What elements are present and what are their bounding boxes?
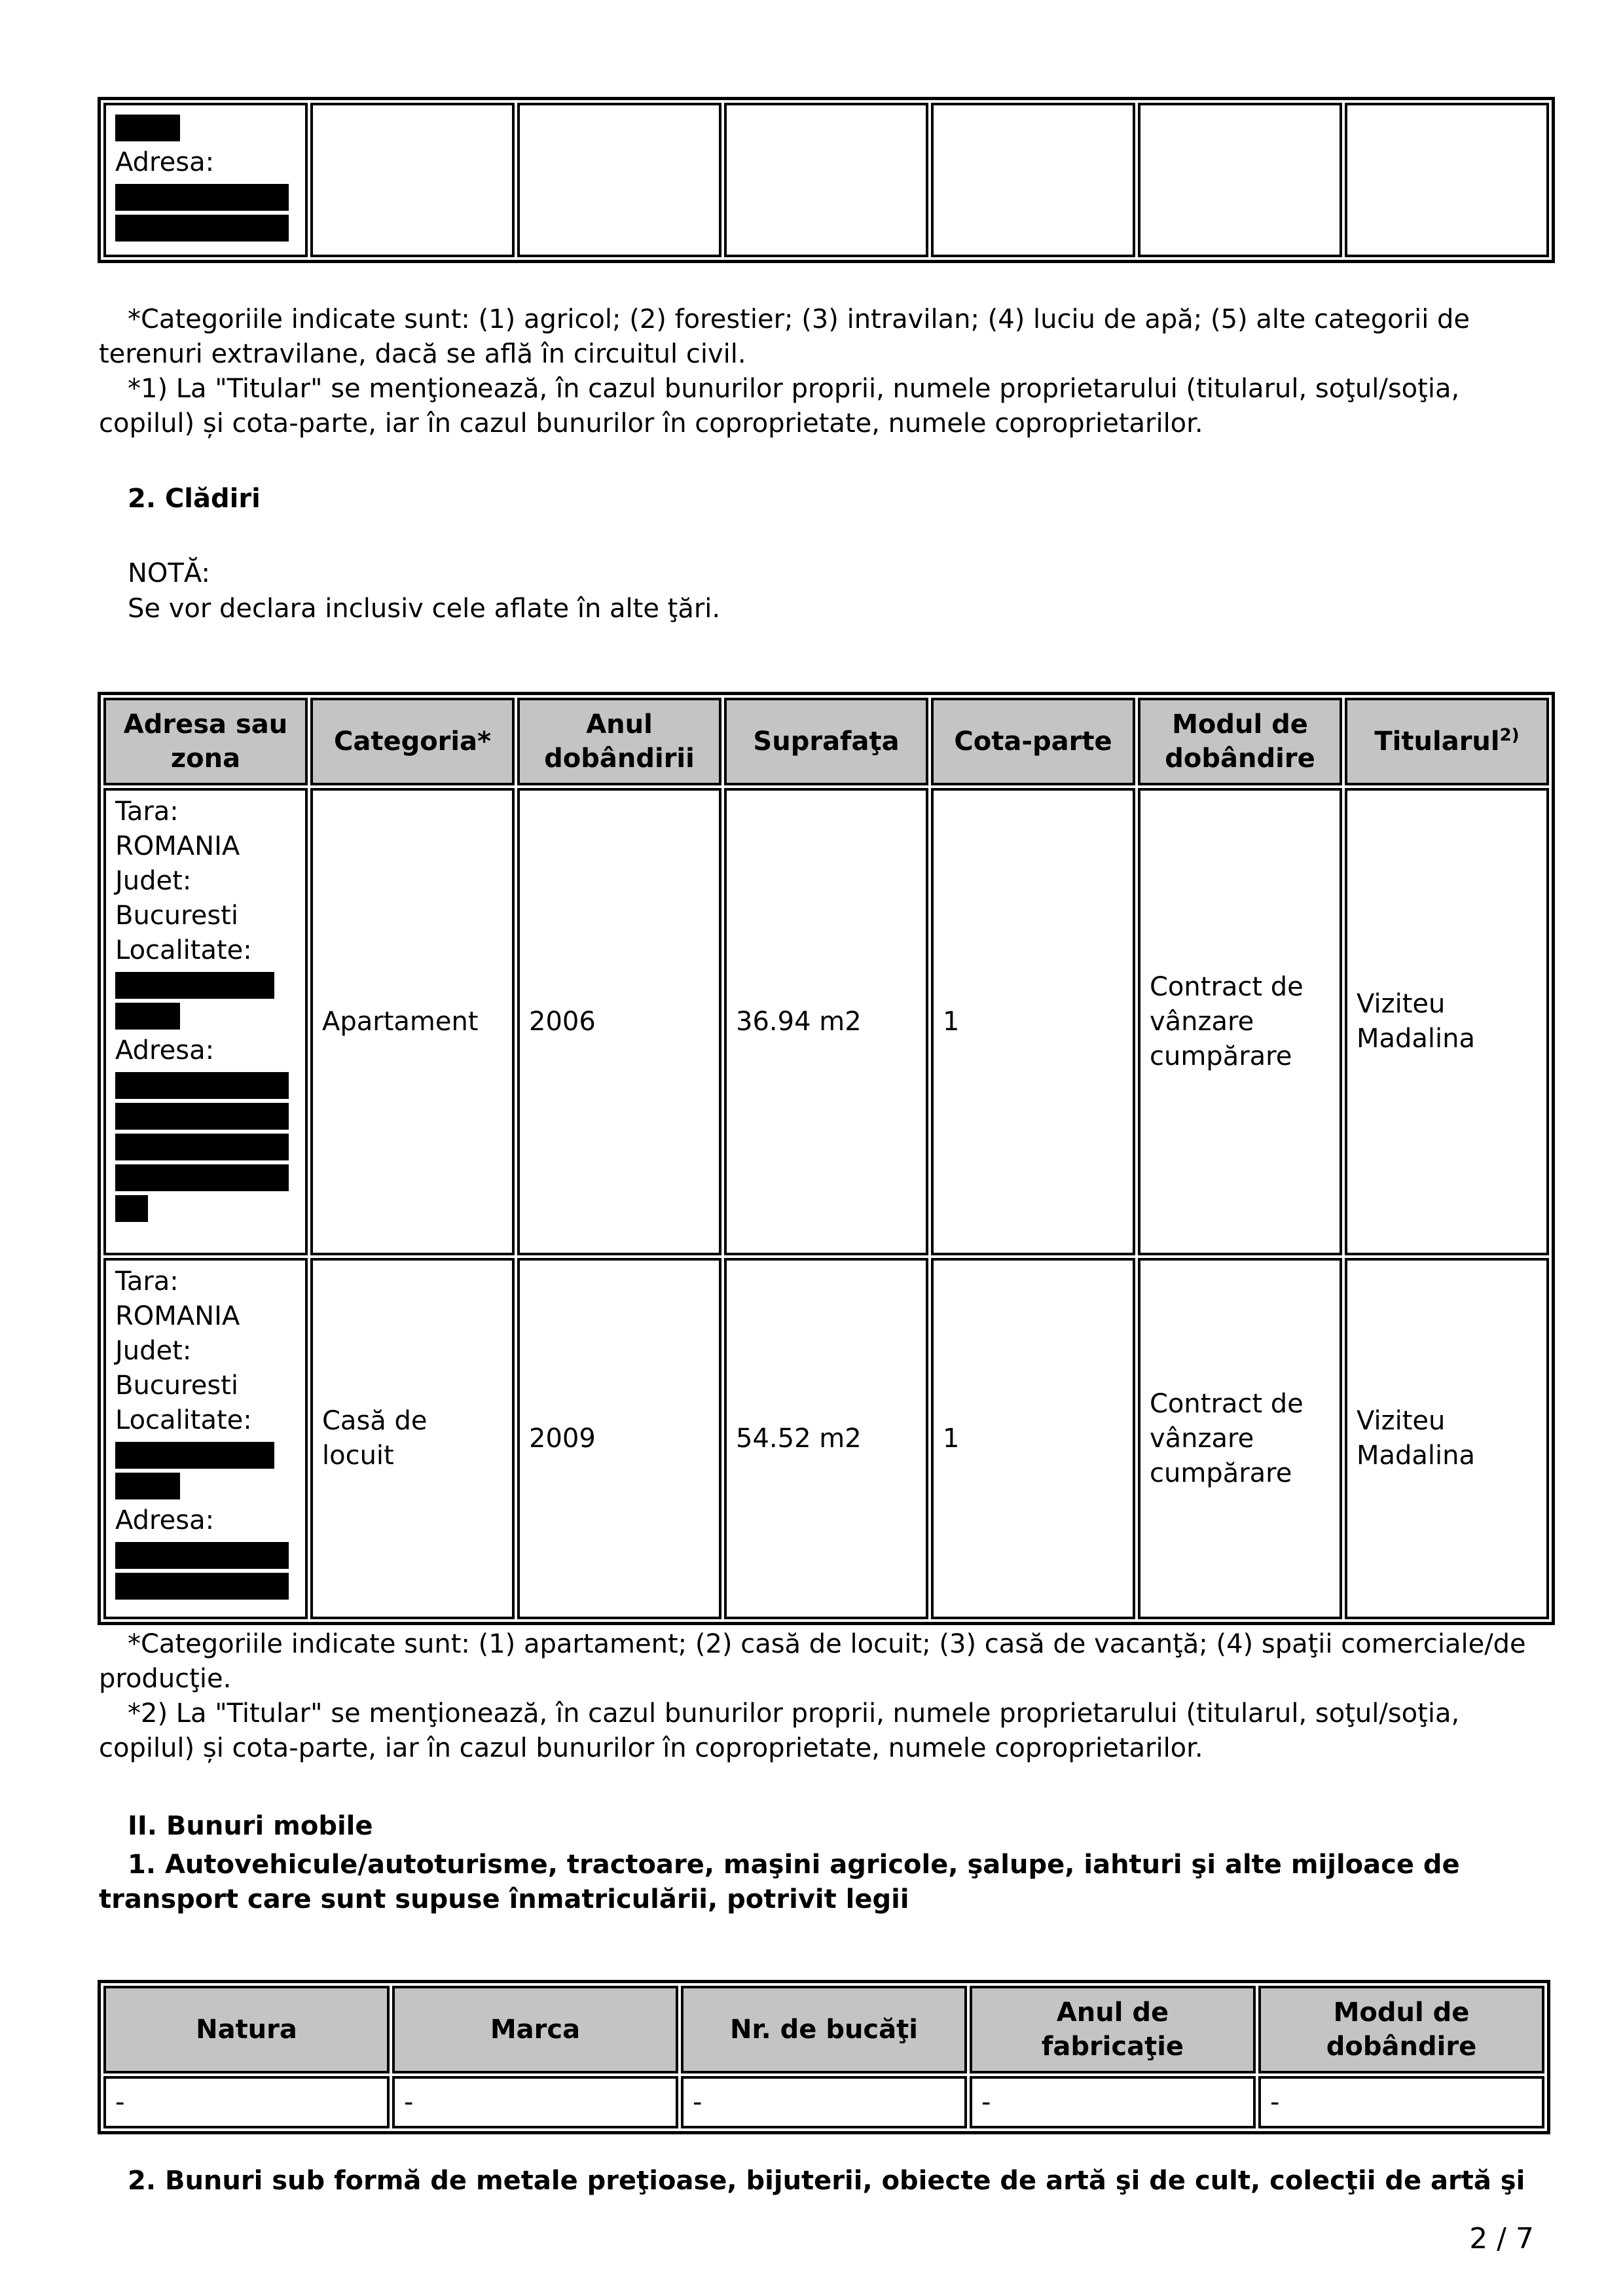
buildings-table	[98, 692, 1555, 1625]
nature-cell: -	[103, 2076, 390, 2128]
header-holder	[1345, 698, 1549, 785]
header-address: Adresa sau zona	[103, 698, 308, 785]
redacted-block	[115, 1542, 289, 1569]
empty-cell	[724, 103, 928, 257]
address-cell	[103, 103, 308, 257]
redacted-block	[115, 1134, 289, 1160]
redacted-block	[115, 1072, 289, 1099]
header-holder-label: Titularul	[1374, 726, 1500, 757]
empty-cell	[310, 103, 515, 257]
redacted-block	[115, 184, 289, 211]
county-text: Judet: Bucuresti	[115, 1336, 238, 1401]
address-cell	[103, 788, 308, 1255]
mode-cell: Contract de vânzare cumpărare	[1138, 1258, 1342, 1619]
precious-goods-heading: 2. Bunuri sub formă de metale preţioase, bijuterii, obiecte de artă şi de cult, colecţii de artă şi	[128, 2166, 1525, 2196]
mode-cell: Contract de vânzare cumpărare	[1138, 788, 1342, 1255]
vehicles-heading-text: 1. Autovehicule/autoturisme, tractoare, maşini agricole, şalupe, iahturi şi alte mijloace de transport care sunt supuse înmatriculării, potrivit legii	[99, 1850, 1460, 1914]
vehicles-heading	[99, 1848, 1534, 1917]
land-categories-note: *Categoriile indicate sunt: (1) agricol; (2) forestier; (3) intravilan; (4) luciu de apă; (5) alte categorii de terenuri extravilane, dacă se află în circuitul civil.	[99, 304, 1470, 369]
country-text: Tara: ROMANIA	[115, 1266, 240, 1331]
header-share: Cota-parte	[931, 698, 1135, 785]
movables-heading: II. Bunuri mobile	[128, 1811, 373, 1841]
redacted-block	[115, 1195, 148, 1222]
holder-cell: Viziteu Madalina	[1345, 788, 1549, 1255]
page-number: 2 / 7	[1469, 2222, 1534, 2255]
share-cell: 1	[931, 788, 1135, 1255]
category-cell: Apartament	[310, 788, 515, 1255]
table-row	[103, 1258, 1549, 1619]
building-notes	[99, 1627, 1534, 1766]
header-mode: Modul de dobândire	[1258, 1986, 1544, 2073]
header-count: Nr. de bucăţi	[681, 1986, 967, 2073]
vehicles-table	[98, 1980, 1550, 2134]
header-area: Suprafaţa	[724, 698, 928, 785]
locality-label: Localitate:	[115, 1405, 252, 1435]
redacted-block	[115, 972, 274, 999]
redacted-block	[115, 1003, 180, 1030]
redacted-block	[115, 1164, 289, 1191]
table-header-row	[103, 1986, 1544, 2073]
empty-cell	[1138, 103, 1342, 257]
nota-text: Se vor declara inclusiv cele aflate în alte ţări.	[128, 594, 721, 624]
header-holder-superscript: 2)	[1499, 725, 1520, 745]
brand-cell: -	[392, 2076, 678, 2128]
nota-label: NOTĂ:	[128, 558, 210, 588]
empty-cell	[517, 103, 721, 257]
header-year: Anul dobândirii	[517, 698, 721, 785]
table-row	[103, 103, 1549, 257]
address-label: Adresa:	[115, 1035, 215, 1066]
land-table-continuation	[98, 97, 1555, 263]
empty-cell	[1345, 103, 1549, 257]
year-cell: 2006	[517, 788, 721, 1255]
building-categories-note: *Categoriile indicate sunt: (1) apartament; (2) casă de locuit; (3) casă de vacanţă; (4) spaţii comerciale/de producţie.	[99, 1629, 1526, 1694]
share-cell: 1	[931, 1258, 1135, 1619]
table-row	[103, 2076, 1544, 2128]
buildings-heading: 2. Clădiri	[128, 484, 261, 514]
year-cell: 2009	[517, 1258, 721, 1619]
header-nature: Natura	[103, 1986, 390, 2073]
building-titular-note: *2) La "Titular" se menţionează, în cazul bunurilor proprii, numele proprietarului (titularul, soţul/soţia, copilul) și cota-parte, iar în cazul bunurilor în coproprietate, numele coproprietarilor.	[99, 1698, 1460, 1763]
locality-label: Localitate:	[115, 935, 252, 965]
address-label: Adresa:	[115, 147, 215, 177]
table-header-row	[103, 698, 1549, 785]
category-cell: Casă de locuit	[310, 1258, 515, 1619]
header-year: Anul de fabricaţie	[970, 1986, 1256, 2073]
redacted-block	[115, 215, 289, 242]
address-label: Adresa:	[115, 1505, 215, 1535]
area-cell: 36.94 m2	[724, 788, 928, 1255]
empty-cell	[931, 103, 1135, 257]
land-titular-note: *1) La "Titular" se menţionează, în cazul bunurilor proprii, numele proprietarului (titularul, soţul/soţia, copilul) și cota-parte, iar în cazul bunurilor în coproprietate, numele coproprietarilor.	[99, 374, 1460, 439]
mode-cell: -	[1258, 2076, 1544, 2128]
holder-cell: Viziteu Madalina	[1345, 1258, 1549, 1619]
county-text: Judet: Bucuresti	[115, 866, 238, 931]
land-notes	[99, 302, 1534, 441]
header-category: Categoria*	[310, 698, 515, 785]
address-cell	[103, 1258, 308, 1619]
redacted-block	[115, 1103, 289, 1130]
header-brand: Marca	[392, 1986, 678, 2073]
table-row	[103, 788, 1549, 1255]
header-mode: Modul de dobândire	[1138, 698, 1342, 785]
area-cell: 54.52 m2	[724, 1258, 928, 1619]
redacted-block	[115, 1473, 180, 1499]
redacted-block	[115, 1442, 274, 1469]
year-cell: -	[970, 2076, 1256, 2128]
count-cell: -	[681, 2076, 967, 2128]
country-text: Tara: ROMANIA	[115, 797, 240, 861]
redacted-block	[115, 115, 180, 141]
redacted-block	[115, 1573, 289, 1600]
